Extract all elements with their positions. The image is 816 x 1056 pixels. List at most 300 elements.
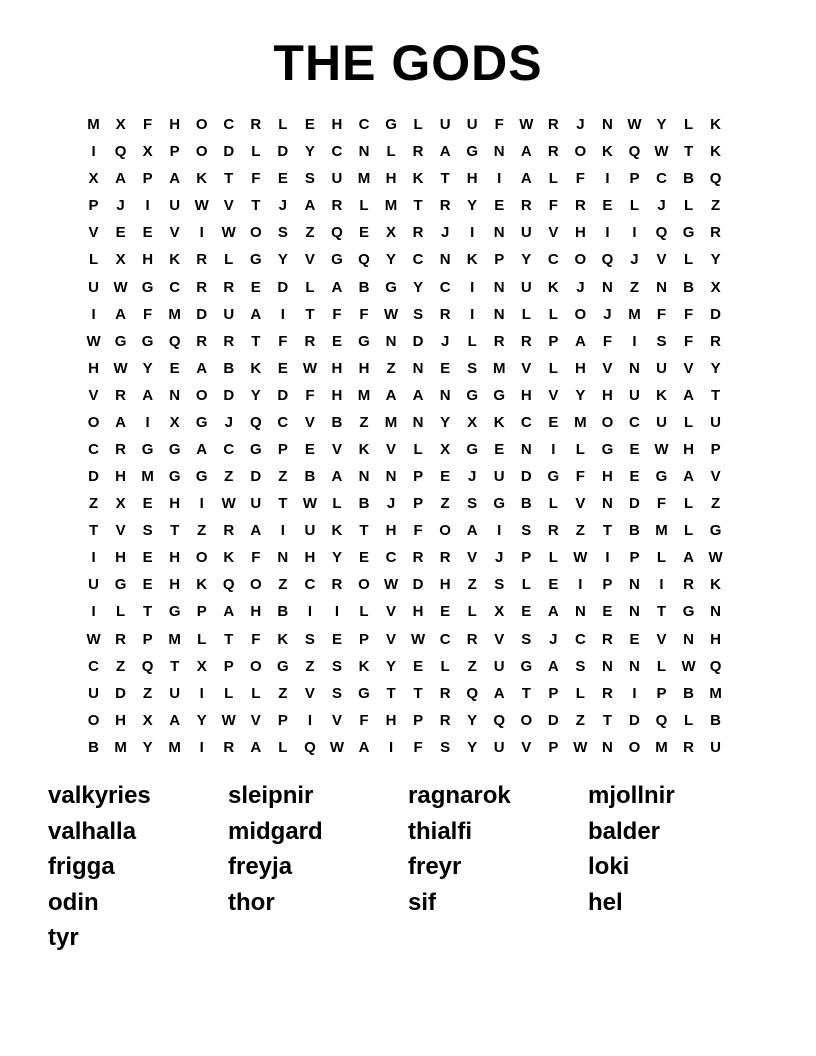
grid-letter[interactable]: H (331, 386, 343, 404)
grid-letter[interactable]: F (683, 305, 694, 323)
grid-letter[interactable]: I (91, 549, 96, 567)
grid-letter[interactable]: K (277, 630, 289, 648)
grid-letter[interactable]: U (331, 170, 343, 188)
grid-letter[interactable]: G (709, 522, 722, 540)
grid-letter[interactable]: C (223, 440, 235, 458)
grid-letter[interactable]: A (683, 386, 694, 404)
grid-letter[interactable]: W (302, 359, 317, 377)
grid-letter[interactable]: Y (304, 143, 315, 161)
grid-letter[interactable]: R (223, 522, 235, 540)
grid-letter[interactable]: S (521, 630, 532, 648)
grid-letter[interactable]: U (169, 197, 181, 215)
grid-letter[interactable]: Z (467, 576, 477, 594)
grid-letter[interactable]: Z (88, 495, 99, 513)
grid-letter[interactable]: N (385, 468, 397, 486)
grid-letter[interactable]: E (548, 413, 559, 431)
grid-letter[interactable]: V (331, 440, 342, 458)
grid-letter[interactable]: L (467, 332, 477, 350)
grid-letter[interactable]: P (358, 630, 369, 648)
grid-letter[interactable]: Y (656, 116, 667, 134)
grid-letter[interactable]: V (521, 359, 532, 377)
grid-letter[interactable]: F (575, 170, 585, 188)
grid-letter[interactable]: H (169, 549, 181, 567)
grid-letter[interactable]: B (223, 359, 235, 377)
grid-letter[interactable]: Z (224, 468, 234, 486)
grid-letter[interactable]: Z (711, 495, 721, 513)
grid-letter[interactable]: Q (114, 143, 127, 161)
grid-letter[interactable]: G (358, 684, 370, 702)
grid-letter[interactable]: I (551, 440, 556, 458)
grid-letter[interactable]: E (358, 549, 369, 567)
grid-letter[interactable]: L (548, 305, 558, 323)
grid-letter[interactable]: C (574, 630, 586, 648)
grid-letter[interactable]: I (199, 224, 204, 242)
grid-letter[interactable]: L (548, 170, 558, 188)
grid-letter[interactable]: V (386, 630, 397, 648)
grid-letter[interactable]: F (602, 332, 612, 350)
grid-letter[interactable]: P (494, 251, 505, 269)
grid-letter[interactable]: H (88, 359, 99, 377)
grid-letter[interactable]: J (603, 305, 612, 323)
grid-letter[interactable]: R (412, 143, 424, 161)
grid-letter[interactable]: I (578, 576, 583, 594)
grid-letter[interactable]: H (142, 251, 154, 269)
grid-letter[interactable]: G (601, 440, 614, 458)
grid-letter[interactable]: P (548, 332, 559, 350)
grid-letter[interactable]: D (88, 468, 99, 486)
grid-letter[interactable]: Y (575, 386, 586, 404)
grid-letter[interactable]: N (629, 359, 640, 377)
grid-letter[interactable]: U (520, 224, 532, 242)
grid-letter[interactable]: U (223, 305, 235, 323)
grid-letter[interactable]: M (655, 522, 668, 540)
grid-letter[interactable]: R (683, 576, 694, 594)
grid-letter[interactable]: L (305, 278, 315, 296)
grid-letter[interactable]: N (629, 657, 640, 675)
grid-letter[interactable]: A (331, 468, 343, 486)
grid-letter[interactable]: R (115, 630, 126, 648)
grid-letter[interactable]: Q (331, 224, 343, 242)
grid-letter[interactable]: A (115, 305, 126, 323)
grid-letter[interactable]: S (277, 224, 288, 242)
grid-letter[interactable]: H (169, 116, 181, 134)
grid-letter[interactable]: R (439, 711, 451, 729)
grid-letter[interactable]: Y (250, 386, 261, 404)
grid-letter[interactable]: F (251, 549, 261, 567)
grid-letter[interactable]: U (493, 657, 505, 675)
grid-letter[interactable]: F (548, 197, 558, 215)
grid-letter[interactable]: D (250, 468, 262, 486)
grid-letter[interactable]: W (519, 116, 534, 134)
grid-letter[interactable]: E (331, 630, 342, 648)
grid-letter[interactable]: B (358, 278, 370, 296)
grid-letter[interactable]: X (467, 413, 478, 431)
grid-letter[interactable]: R (520, 197, 532, 215)
grid-letter[interactable]: H (710, 630, 722, 648)
grid-letter[interactable]: E (629, 468, 640, 486)
grid-letter[interactable]: E (169, 359, 180, 377)
grid-letter[interactable]: Q (655, 711, 668, 729)
grid-letter[interactable]: W (383, 305, 399, 323)
grid-letter[interactable]: K (547, 278, 559, 296)
grid-letter[interactable]: Z (278, 468, 288, 486)
grid-letter[interactable]: M (357, 170, 371, 188)
grid-letter[interactable]: V (304, 251, 315, 269)
grid-letter[interactable]: V (250, 711, 261, 729)
grid-letter[interactable]: V (88, 224, 99, 242)
grid-letter[interactable]: W (681, 657, 696, 675)
grid-letter[interactable]: J (440, 332, 450, 350)
grid-letter[interactable]: H (683, 440, 694, 458)
grid-letter[interactable]: N (493, 305, 505, 323)
grid-letter[interactable]: B (277, 603, 289, 621)
grid-letter[interactable]: R (466, 630, 478, 648)
grid-letter[interactable]: B (683, 684, 694, 702)
grid-letter[interactable]: R (412, 224, 424, 242)
grid-letter[interactable]: D (277, 143, 289, 161)
grid-letter[interactable]: T (224, 170, 234, 188)
grid-letter[interactable]: C (169, 278, 181, 296)
grid-letter[interactable]: Z (143, 684, 153, 702)
grid-letter[interactable]: C (304, 576, 316, 594)
grid-letter[interactable]: O (87, 711, 100, 729)
grid-letter[interactable]: U (520, 278, 532, 296)
grid-letter[interactable]: L (683, 197, 694, 215)
grid-letter[interactable]: O (574, 305, 587, 323)
grid-letter[interactable]: H (169, 495, 181, 513)
grid-letter[interactable]: C (88, 657, 99, 675)
grid-letter[interactable]: L (548, 359, 558, 377)
grid-letter[interactable]: S (494, 576, 505, 594)
grid-letter[interactable]: U (169, 684, 181, 702)
grid-letter[interactable]: D (629, 711, 640, 729)
grid-letter[interactable]: T (170, 522, 180, 540)
grid-letter[interactable]: D (629, 495, 640, 513)
grid-letter[interactable]: X (710, 278, 721, 296)
grid-letter[interactable]: R (439, 684, 451, 702)
grid-letter[interactable]: Z (305, 657, 315, 675)
grid-letter[interactable]: G (168, 440, 181, 458)
grid-letter[interactable]: D (277, 386, 289, 404)
grid-letter[interactable]: I (91, 143, 96, 161)
grid-letter[interactable]: Y (467, 197, 478, 215)
grid-letter[interactable]: E (142, 224, 153, 242)
grid-letter[interactable]: M (384, 413, 398, 431)
grid-letter[interactable]: T (224, 630, 234, 648)
grid-letter[interactable]: L (251, 684, 261, 702)
grid-letter[interactable]: N (601, 495, 613, 513)
grid-letter[interactable]: I (199, 495, 204, 513)
grid-letter[interactable]: T (278, 495, 288, 513)
grid-letter[interactable]: N (169, 386, 181, 404)
grid-letter[interactable]: S (304, 630, 315, 648)
grid-letter[interactable]: Q (249, 413, 262, 431)
grid-letter[interactable]: J (440, 224, 450, 242)
grid-letter[interactable]: W (86, 332, 101, 350)
grid-letter[interactable]: T (305, 305, 315, 323)
grid-letter[interactable]: A (250, 738, 262, 756)
grid-letter[interactable]: A (520, 170, 532, 188)
grid-letter[interactable]: M (709, 684, 722, 702)
grid-letter[interactable]: W (302, 495, 317, 513)
grid-letter[interactable]: C (656, 170, 667, 188)
grid-letter[interactable]: K (466, 251, 478, 269)
grid-letter[interactable]: P (710, 440, 721, 458)
grid-letter[interactable]: I (605, 170, 610, 188)
grid-letter[interactable]: A (412, 386, 424, 404)
grid-letter[interactable]: V (548, 224, 559, 242)
grid-letter[interactable]: A (547, 603, 559, 621)
grid-letter[interactable]: I (280, 305, 285, 323)
grid-letter[interactable]: W (411, 630, 426, 648)
grid-letter[interactable]: M (87, 116, 100, 134)
grid-letter[interactable]: I (632, 332, 637, 350)
grid-letter[interactable]: H (358, 359, 370, 377)
grid-letter[interactable]: Q (628, 143, 641, 161)
grid-letter[interactable]: E (250, 278, 261, 296)
grid-letter[interactable]: N (358, 143, 370, 161)
grid-letter[interactable]: G (195, 468, 208, 486)
grid-letter[interactable]: A (331, 278, 343, 296)
grid-letter[interactable]: G (655, 468, 668, 486)
grid-letter[interactable]: R (439, 197, 451, 215)
grid-letter[interactable]: Q (709, 170, 722, 188)
grid-letter[interactable]: I (199, 738, 204, 756)
grid-letter[interactable]: V (683, 359, 694, 377)
grid-letter[interactable]: L (683, 251, 694, 269)
grid-letter[interactable]: C (277, 413, 289, 431)
grid-letter[interactable]: M (357, 386, 371, 404)
grid-letter[interactable]: P (413, 711, 424, 729)
grid-letter[interactable]: A (223, 603, 235, 621)
grid-letter[interactable]: F (278, 332, 288, 350)
grid-letter[interactable]: S (467, 359, 478, 377)
grid-letter[interactable]: M (168, 630, 181, 648)
grid-letter[interactable]: C (629, 413, 640, 431)
grid-letter[interactable]: O (249, 657, 262, 675)
grid-letter[interactable]: I (307, 711, 312, 729)
grid-letter[interactable]: G (277, 657, 289, 675)
grid-letter[interactable]: Q (304, 738, 316, 756)
grid-letter[interactable]: C (412, 251, 424, 269)
grid-letter[interactable]: T (251, 332, 261, 350)
grid-letter[interactable]: E (494, 197, 505, 215)
grid-letter[interactable]: X (386, 224, 397, 242)
grid-letter[interactable]: H (439, 576, 451, 594)
grid-letter[interactable]: T (440, 170, 450, 188)
grid-letter[interactable]: L (413, 116, 423, 134)
grid-letter[interactable]: T (413, 684, 423, 702)
grid-letter[interactable]: J (386, 495, 396, 513)
grid-letter[interactable]: Y (196, 711, 207, 729)
grid-letter[interactable]: U (629, 386, 640, 404)
grid-letter[interactable]: L (683, 413, 694, 431)
grid-letter[interactable]: A (385, 386, 397, 404)
grid-letter[interactable]: P (602, 576, 613, 594)
grid-letter[interactable]: W (221, 711, 236, 729)
grid-letter[interactable]: G (168, 468, 181, 486)
grid-letter[interactable]: W (573, 549, 588, 567)
grid-letter[interactable]: H (250, 603, 262, 621)
grid-letter[interactable]: I (470, 224, 475, 242)
grid-letter[interactable]: R (574, 197, 586, 215)
grid-letter[interactable]: W (194, 197, 209, 215)
grid-letter[interactable]: V (115, 522, 126, 540)
grid-letter[interactable]: L (629, 197, 640, 215)
grid-letter[interactable]: O (358, 576, 370, 594)
grid-letter[interactable]: K (656, 386, 667, 404)
grid-letter[interactable]: R (223, 278, 235, 296)
grid-letter[interactable]: Q (601, 251, 614, 269)
grid-letter[interactable]: I (334, 603, 340, 621)
grid-letter[interactable]: G (358, 332, 370, 350)
grid-letter[interactable]: S (467, 495, 478, 513)
grid-letter[interactable]: V (386, 603, 397, 621)
grid-letter[interactable]: O (520, 711, 533, 729)
grid-letter[interactable]: S (331, 684, 342, 702)
grid-letter[interactable]: N (439, 251, 451, 269)
grid-letter[interactable]: P (169, 143, 180, 161)
grid-letter[interactable]: F (305, 386, 315, 404)
grid-letter[interactable]: S (142, 522, 153, 540)
grid-letter[interactable]: F (332, 305, 342, 323)
grid-letter[interactable]: O (195, 386, 208, 404)
grid-letter[interactable]: L (683, 495, 694, 513)
grid-letter[interactable]: I (145, 197, 150, 215)
grid-letter[interactable]: V (602, 359, 613, 377)
grid-letter[interactable]: C (223, 116, 235, 134)
grid-letter[interactable]: U (656, 413, 667, 431)
grid-letter[interactable]: M (628, 305, 641, 323)
grid-letter[interactable]: N (601, 116, 613, 134)
grid-letter[interactable]: L (521, 576, 531, 594)
grid-letter[interactable]: Y (467, 738, 478, 756)
grid-letter[interactable]: X (142, 143, 153, 161)
grid-letter[interactable]: N (412, 413, 424, 431)
grid-letter[interactable]: S (413, 305, 424, 323)
grid-letter[interactable]: U (493, 468, 505, 486)
grid-letter[interactable]: Z (359, 413, 369, 431)
grid-letter[interactable]: K (331, 522, 343, 540)
grid-letter[interactable]: O (628, 738, 641, 756)
grid-letter[interactable]: P (142, 630, 153, 648)
grid-letter[interactable]: K (169, 251, 181, 269)
grid-letter[interactable]: H (304, 549, 316, 567)
grid-letter[interactable]: T (386, 684, 396, 702)
grid-letter[interactable]: E (413, 657, 424, 675)
grid-letter[interactable]: L (386, 143, 396, 161)
grid-letter[interactable]: R (115, 386, 126, 404)
grid-letter[interactable]: L (683, 522, 694, 540)
grid-letter[interactable]: H (385, 522, 397, 540)
grid-letter[interactable]: V (521, 738, 532, 756)
grid-letter[interactable]: D (412, 332, 424, 350)
grid-letter[interactable]: F (683, 332, 694, 350)
grid-letter[interactable]: G (249, 440, 262, 458)
grid-letter[interactable]: D (547, 711, 559, 729)
grid-letter[interactable]: W (86, 630, 101, 648)
grid-letter[interactable]: N (520, 440, 532, 458)
grid-letter[interactable]: M (168, 305, 181, 323)
grid-letter[interactable]: G (195, 413, 208, 431)
grid-letter[interactable]: V (656, 251, 667, 269)
grid-letter[interactable]: H (412, 603, 424, 621)
grid-letter[interactable]: V (88, 386, 99, 404)
grid-letter[interactable]: L (197, 630, 207, 648)
grid-letter[interactable]: H (385, 170, 397, 188)
grid-letter[interactable]: R (547, 143, 559, 161)
grid-letter[interactable]: D (412, 576, 424, 594)
grid-letter[interactable]: E (440, 359, 451, 377)
grid-letter[interactable]: K (196, 576, 208, 594)
grid-letter[interactable]: P (88, 197, 99, 215)
grid-letter[interactable]: Z (197, 522, 207, 540)
grid-letter[interactable]: W (573, 738, 588, 756)
grid-letter[interactable]: H (601, 386, 613, 404)
grid-letter[interactable]: D (520, 468, 532, 486)
grid-letter[interactable]: P (142, 170, 153, 188)
grid-letter[interactable]: H (385, 711, 397, 729)
grid-letter[interactable]: L (332, 495, 342, 513)
grid-letter[interactable]: S (440, 738, 451, 756)
grid-letter[interactable]: W (627, 116, 642, 134)
grid-letter[interactable]: X (115, 116, 126, 134)
grid-letter[interactable]: O (439, 522, 451, 540)
grid-letter[interactable]: D (710, 305, 722, 323)
grid-letter[interactable]: L (521, 305, 531, 323)
grid-letter[interactable]: X (440, 440, 451, 458)
grid-letter[interactable]: E (142, 576, 153, 594)
grid-letter[interactable]: E (602, 197, 613, 215)
grid-letter[interactable]: T (143, 603, 153, 621)
grid-letter[interactable]: N (493, 278, 505, 296)
grid-letter[interactable]: F (251, 630, 261, 648)
grid-letter[interactable]: A (358, 738, 370, 756)
grid-letter[interactable]: W (221, 495, 236, 513)
grid-letter[interactable]: S (575, 657, 586, 675)
grid-letter[interactable]: W (329, 738, 345, 756)
grid-letter[interactable]: A (115, 170, 126, 188)
grid-letter[interactable]: L (656, 549, 667, 567)
grid-letter[interactable]: R (520, 332, 532, 350)
grid-letter[interactable]: L (548, 549, 558, 567)
grid-letter[interactable]: E (440, 468, 451, 486)
grid-letter[interactable]: S (521, 522, 532, 540)
grid-letter[interactable]: A (304, 197, 316, 215)
grid-letter[interactable]: E (440, 603, 451, 621)
grid-letter[interactable]: Z (575, 522, 585, 540)
grid-letter[interactable]: E (142, 495, 153, 513)
grid-letter[interactable]: O (195, 549, 208, 567)
grid-letter[interactable]: L (575, 440, 585, 458)
grid-letter[interactable]: A (196, 359, 208, 377)
grid-letter[interactable]: I (632, 224, 637, 242)
grid-letter[interactable]: Y (277, 251, 288, 269)
grid-letter[interactable]: B (629, 522, 640, 540)
grid-letter[interactable]: E (304, 440, 315, 458)
grid-letter[interactable]: V (169, 224, 180, 242)
grid-letter[interactable]: C (88, 440, 99, 458)
grid-letter[interactable]: C (520, 413, 532, 431)
grid-letter[interactable]: L (683, 116, 694, 134)
grid-letter[interactable]: C (385, 549, 397, 567)
grid-letter[interactable]: R (547, 116, 559, 134)
grid-letter[interactable]: Y (710, 359, 721, 377)
grid-letter[interactable]: T (602, 522, 612, 540)
grid-letter[interactable]: I (91, 603, 96, 621)
grid-letter[interactable]: Y (142, 359, 153, 377)
grid-letter[interactable]: E (142, 549, 153, 567)
